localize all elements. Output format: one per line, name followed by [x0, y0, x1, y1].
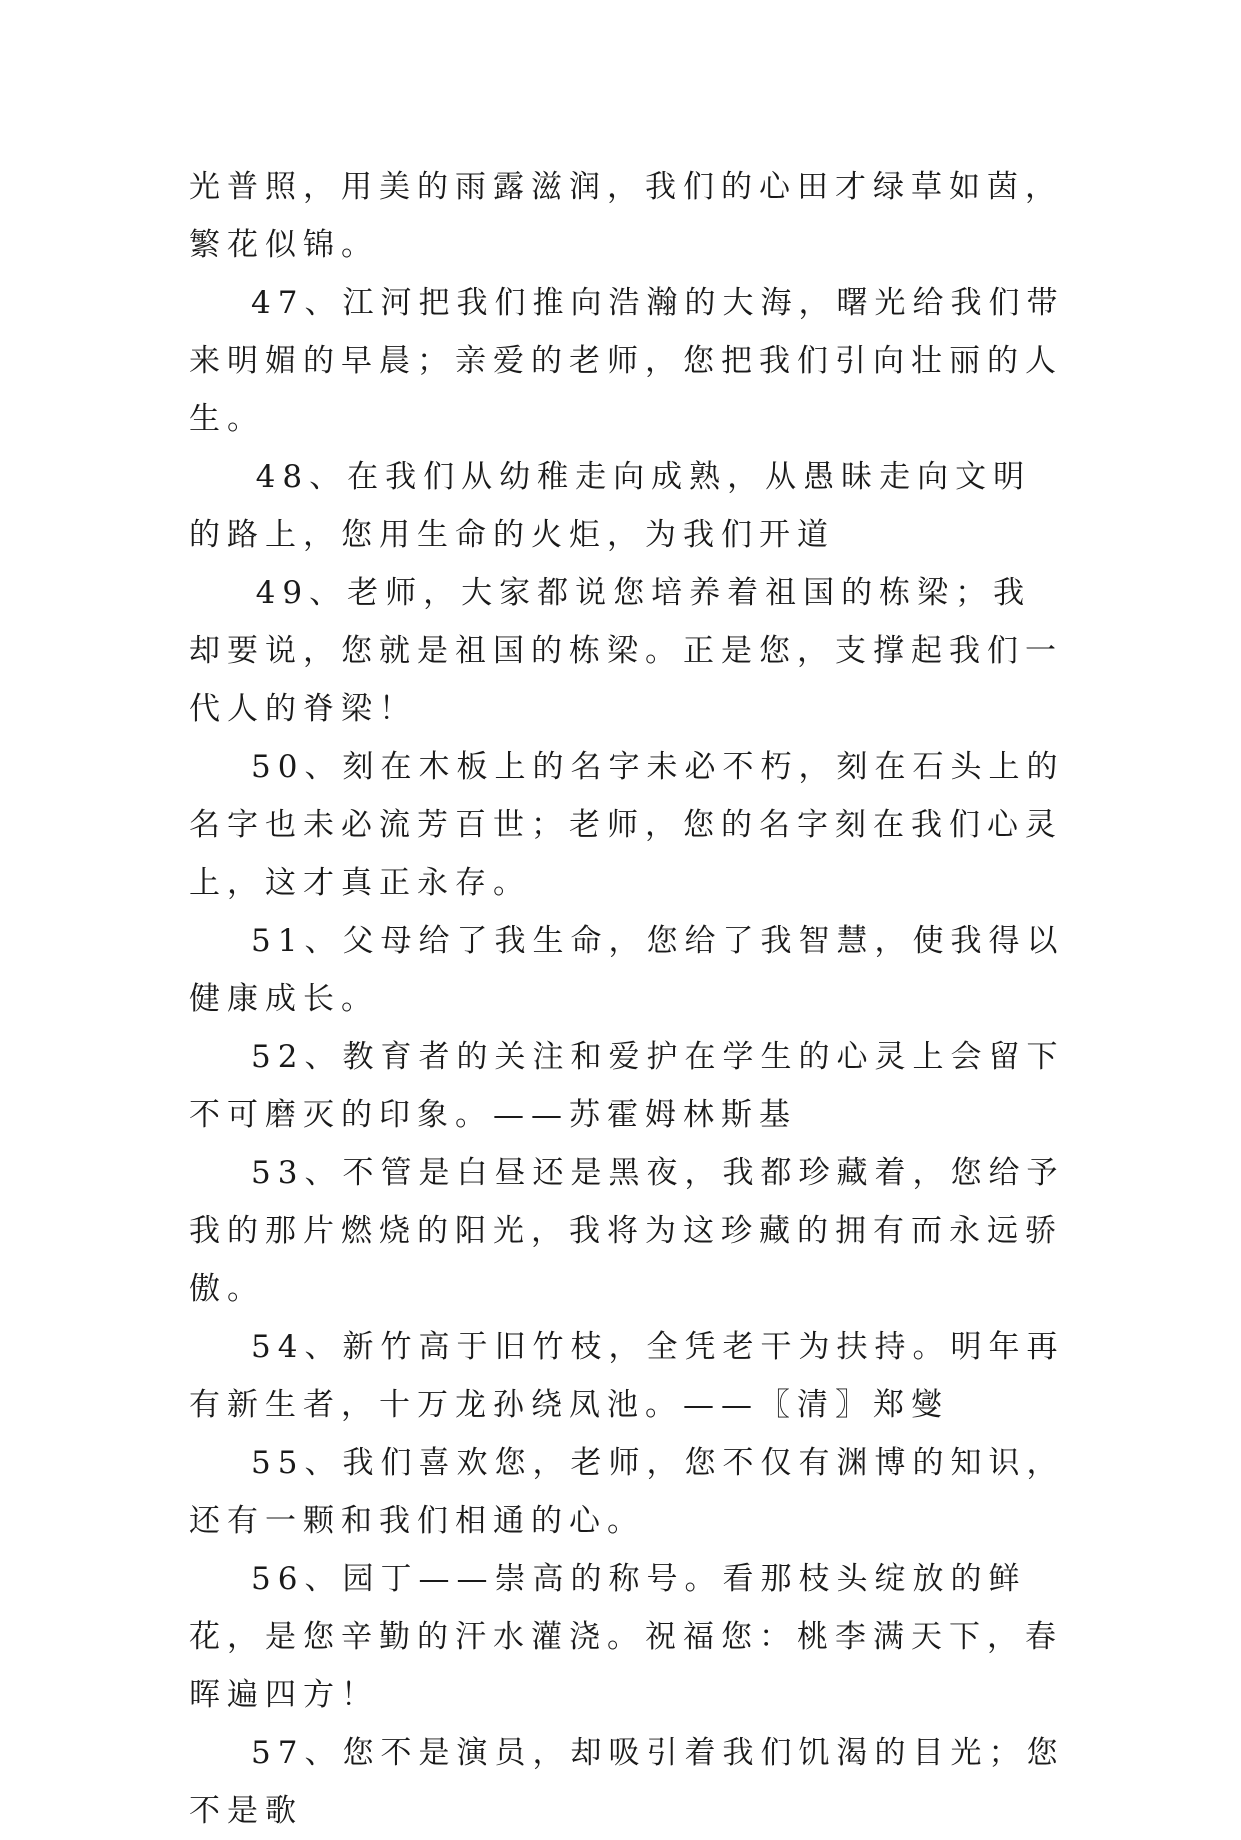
paragraph-47: 47、江河把我们推向浩瀚的大海，曙光给我们带来明媚的早晨；亲爱的老师，您把我们引向壮丽的人生。: [189, 285, 1065, 437]
paragraph-53: 53、不管是白昼还是黑夜，我都珍藏着，您给予我的那片燃烧的阳光，我将为这珍藏的拥有而永远骄傲。: [189, 1155, 1065, 1307]
paragraph-48: 48、在我们从幼稚走向成熟，从愚昧走向文明的路上，您用生命的火炬，为我们开道: [189, 459, 1032, 553]
paragraph-50: 50、刻在木板上的名字未必不朽，刻在石头上的名字也未必流芳百世；老师，您的名字刻在我们心灵上，这才真正永存。: [189, 749, 1065, 901]
paragraph-54: 54、新竹高于旧竹枝，全凭老干为扶持。明年再有新生者，十万龙孙绕凤池。——〖清〗郑燮: [189, 1329, 1065, 1423]
document-body: [189, 158, 1069, 1840]
paragraph-46-continuation: 光普照，用美的雨露滋润，我们的心田才绿草如茵，繁花似锦。: [189, 169, 1063, 263]
paragraph-57: 57、您不是演员，却吸引着我们饥渴的目光；您不是歌: [189, 1735, 1065, 1829]
paragraph-55: 55、我们喜欢您，老师，您不仅有渊博的知识，还有一颗和我们相通的心。: [189, 1445, 1065, 1539]
paragraph-56: 56、园丁——崇高的称号。看那枝头绽放的鲜花，是您辛勤的汗水灌浇。祝福您：桃李满天下，春晖遍四方！: [189, 1561, 1063, 1713]
paragraph-52: 52、教育者的关注和爱护在学生的心灵上会留下不可磨灭的印象。——苏霍姆林斯基: [189, 1039, 1065, 1133]
paragraph-51: 51、父母给了我生命，您给了我智慧，使我得以健康成长。: [189, 923, 1065, 1017]
paragraph-49: 49、老师，大家都说您培养着祖国的栋梁；我却要说，您就是祖国的栋梁。正是您，支撑起我们一代人的脊梁！: [189, 575, 1063, 727]
